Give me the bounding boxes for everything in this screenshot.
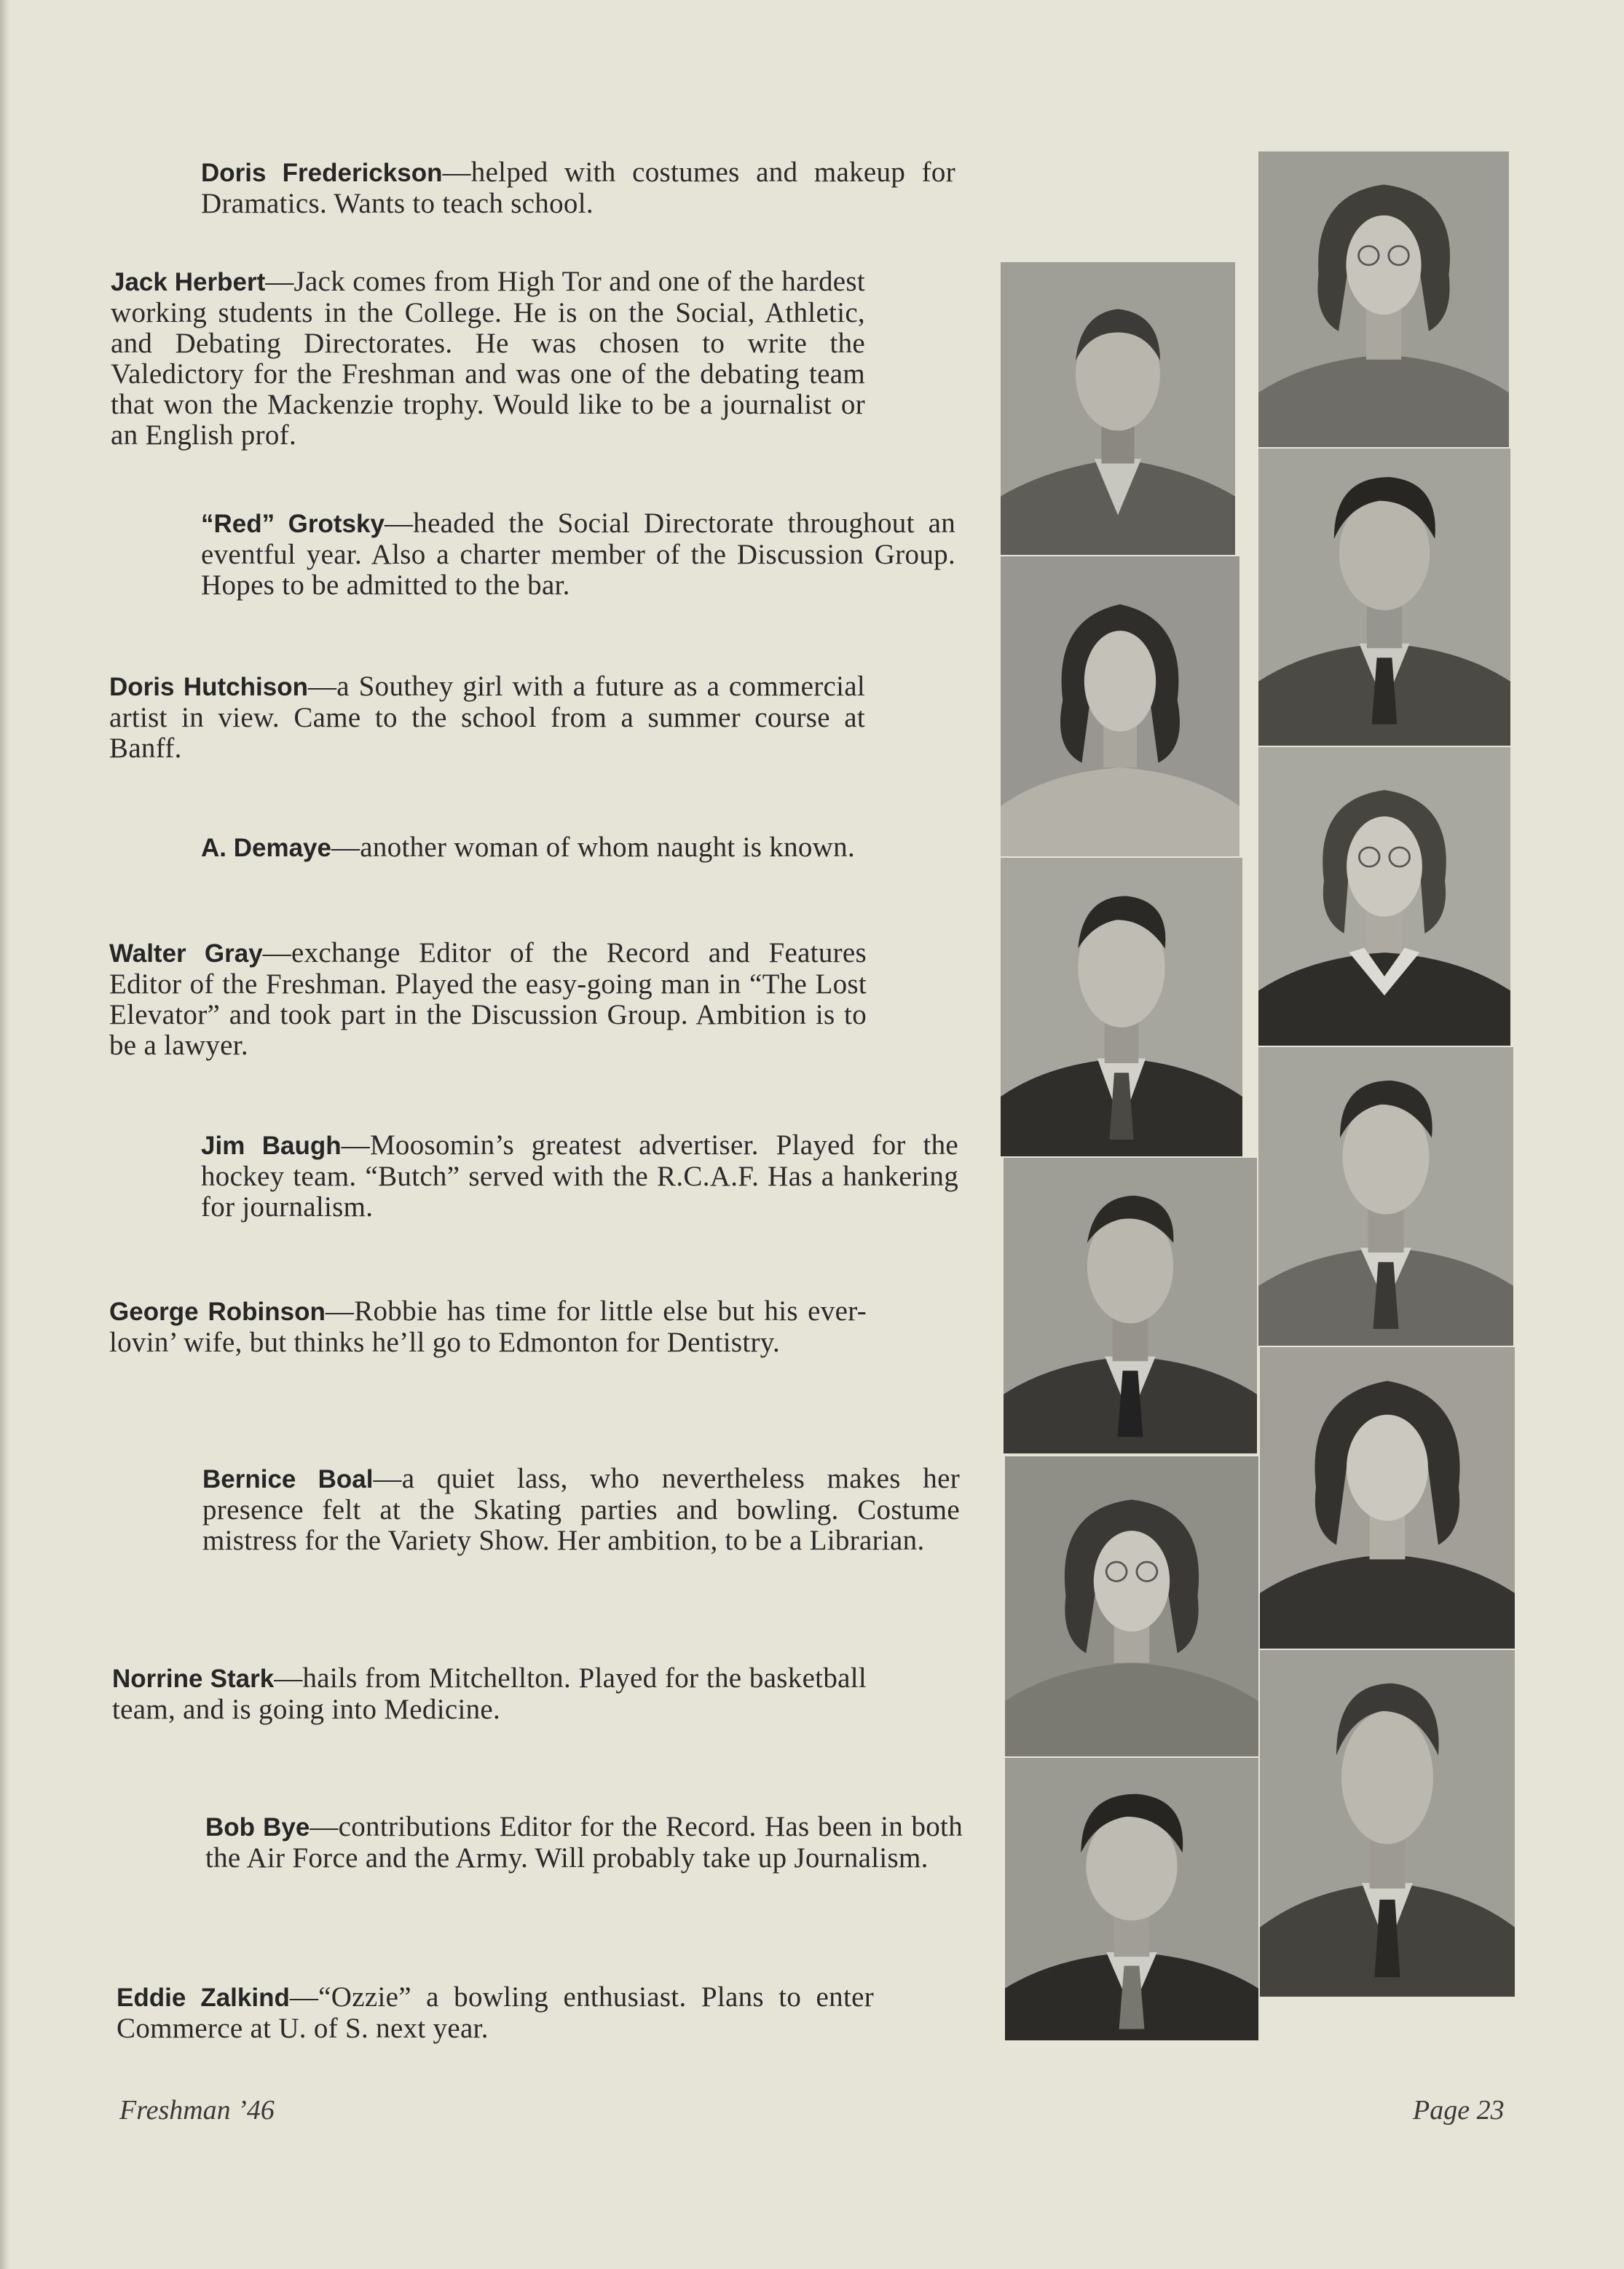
entry-name: Bob Bye <box>205 1813 310 1842</box>
entry-bob-bye <box>205 1812 963 1874</box>
entry-text: —Moosomin’s greatest advertiser. Played for the hockey team. “Butch” served with the R.C.A.F. Has a hankering for journalism. <box>201 1129 958 1223</box>
portrait-eddie-zalkind <box>1260 1650 1515 1997</box>
entry-name: Walter Gray <box>109 939 263 968</box>
entry-text: —headed the Social Directorate throughout an eventful year. Also a charter member of the Discussion Group. Hopes to be admitted to the bar. <box>201 508 955 601</box>
portrait-doris-hutchison <box>1001 556 1239 856</box>
entry-text: —exchange Editor of the Record and Features Editor of the Freshman. Played the easy-going man in “The Lost Elevator” and took part in the Discussion Group. Ambition is to be a lawyer. <box>109 937 867 1061</box>
entry-name: Doris Frederickson <box>201 159 443 187</box>
portrait-bernice-boal <box>1005 1456 1258 1756</box>
entry-text: —another woman of whom naught is known. <box>331 832 855 863</box>
portrait-doris-frederickson <box>1258 151 1509 447</box>
entry-text: —a Southey girl with a future as a commercial artist in view. Came to the school from a summer course at Banff. <box>109 671 866 764</box>
entry-george-robinson <box>109 1296 867 1358</box>
footer-publication: Freshman ’46 <box>119 2095 275 2126</box>
entry-text: —“Ozzie” a bowling enthusiast. Plans to enter Commerce at U. of S. next year. <box>117 1981 874 2044</box>
entry-text: —a quiet lass, who nevertheless makes her presence felt at the Skating parties and bowling. Costume mistress for the Variety Show. Her ambition, to be a Librarian. <box>202 1463 960 1556</box>
entry-name: “Red” Grotsky <box>201 510 385 538</box>
portrait-red-grotsky <box>1258 449 1510 746</box>
portrait-george-robinson <box>1004 1158 1257 1453</box>
portrait-bob-bye <box>1005 1758 1258 2040</box>
entry-eddie-zalkind <box>117 1982 874 2044</box>
entry-name: George Robinson <box>109 1298 326 1326</box>
entry-walter-gray <box>109 938 867 1061</box>
entry-norrine-stark <box>112 1663 867 1725</box>
portrait-jim-baugh <box>1258 1047 1513 1346</box>
portrait-a-demaye <box>1258 747 1510 1046</box>
entry-text: —Jack comes from High Tor and one of the hardest working students in the College. He is on the Social, Athletic, and Debating Directorates. He was chosen to write the Valedictory for the Freshman and was one of the debating team that won the Mackenzie trophy. Would like to be a journalist or an English prof. <box>111 266 865 451</box>
entry-name: Eddie Zalkind <box>117 1984 290 2012</box>
entry-name: Jack Herbert <box>111 268 266 296</box>
page-binding-edge <box>0 0 10 2269</box>
entry-bernice-boal <box>202 1464 960 1556</box>
entry-a-demaye <box>201 832 958 864</box>
entry-jack-herbert <box>111 267 865 451</box>
portrait-walter-gray <box>1001 858 1242 1156</box>
entry-jim-baugh <box>201 1130 958 1223</box>
entry-text: —helped with costumes and makeup for Dramatics. Wants to teach school. <box>201 157 955 219</box>
entry-text: —Robbie has time for little else but his ever-lovin’ wife, but thinks he’ll go to Edmonton for Dentistry. <box>109 1295 867 1358</box>
entry-doris-hutchison <box>109 671 865 764</box>
entry-name: A. Demaye <box>201 834 331 862</box>
entry-name: Bernice Boal <box>202 1465 374 1493</box>
entry-name: Doris Hutchison <box>109 673 308 701</box>
entry-text: —contributions Editor for the Record. Has been in both the Air Force and the Army. Will probably take up Journalism. <box>205 1811 963 1874</box>
portrait-norrine-stark <box>1260 1347 1515 1649</box>
footer-page-number: Page 23 <box>1413 2095 1505 2126</box>
portrait-jack-herbert <box>1001 262 1235 555</box>
entry-name: Jim Baugh <box>201 1132 342 1160</box>
entry-text: —hails from Mitchellton. Played for the basketball team, and is going into Medicine. <box>112 1662 867 1725</box>
entry-doris-frederickson <box>201 157 955 219</box>
entry-name: Norrine Stark <box>112 1665 275 1693</box>
entry-red-grotsky <box>201 508 955 601</box>
